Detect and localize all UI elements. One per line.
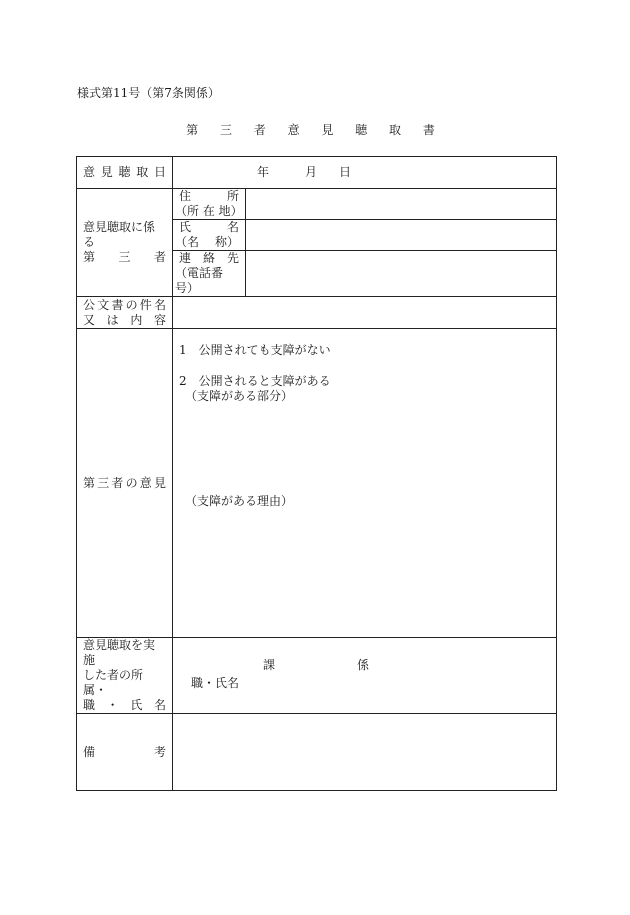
contact-label: 連 絡 先 （電話番号） bbox=[173, 251, 246, 297]
name-label: 氏 名 （名 称） bbox=[173, 220, 246, 251]
address-label: 住 所 （所 在 地） bbox=[173, 189, 246, 220]
name-field[interactable] bbox=[246, 220, 557, 251]
remarks-label: 備 考 bbox=[77, 714, 173, 791]
opinion-label: 第 三 者 の 意 見 bbox=[77, 329, 173, 638]
address-row bbox=[77, 189, 557, 220]
hearing-date-row bbox=[77, 157, 557, 189]
unit-label: 係 bbox=[357, 657, 370, 672]
subject-row bbox=[77, 297, 557, 329]
option-no-harm: 1 公開されても支障がない bbox=[179, 343, 331, 357]
year-label: 年 bbox=[257, 165, 270, 179]
form-number: 様式第11号（第7条関係） bbox=[77, 86, 220, 100]
document-title: 第 三 者 意 見 聴 取 書 bbox=[186, 123, 444, 137]
contact-field[interactable] bbox=[246, 251, 557, 297]
month-label: 月 bbox=[305, 165, 318, 179]
section-label: 課 bbox=[263, 657, 276, 672]
hearing-date-label: 意 見 聴 取 日 bbox=[77, 157, 173, 189]
implementer-label: 意見聴取を実施 した者の所属・ 職 ・ 氏 名 bbox=[77, 638, 173, 714]
day-label: 日 bbox=[339, 165, 352, 179]
hearing-form-table bbox=[76, 156, 557, 791]
remarks-field[interactable] bbox=[173, 714, 557, 791]
implementer-field[interactable] bbox=[173, 638, 557, 714]
subject-field[interactable] bbox=[173, 297, 557, 329]
harm-reason-label: （支障がある理由） bbox=[185, 494, 294, 508]
title-name-label: 職・氏名 bbox=[191, 675, 240, 690]
implementer-row bbox=[77, 638, 557, 714]
hearing-date-field[interactable] bbox=[173, 157, 557, 189]
subject-label: 公 文 書 の 件 名 又 は 内 容 bbox=[77, 297, 173, 329]
harm-part-label: （支障がある部分） bbox=[185, 389, 294, 403]
option-harm: 2 公開されると支障がある bbox=[179, 374, 331, 388]
third-party-label: 意見聴取に係る 第 三 者 bbox=[77, 189, 173, 297]
remarks-row bbox=[77, 714, 557, 791]
opinion-row bbox=[77, 329, 557, 638]
address-field[interactable] bbox=[246, 189, 557, 220]
opinion-field[interactable] bbox=[173, 329, 557, 638]
